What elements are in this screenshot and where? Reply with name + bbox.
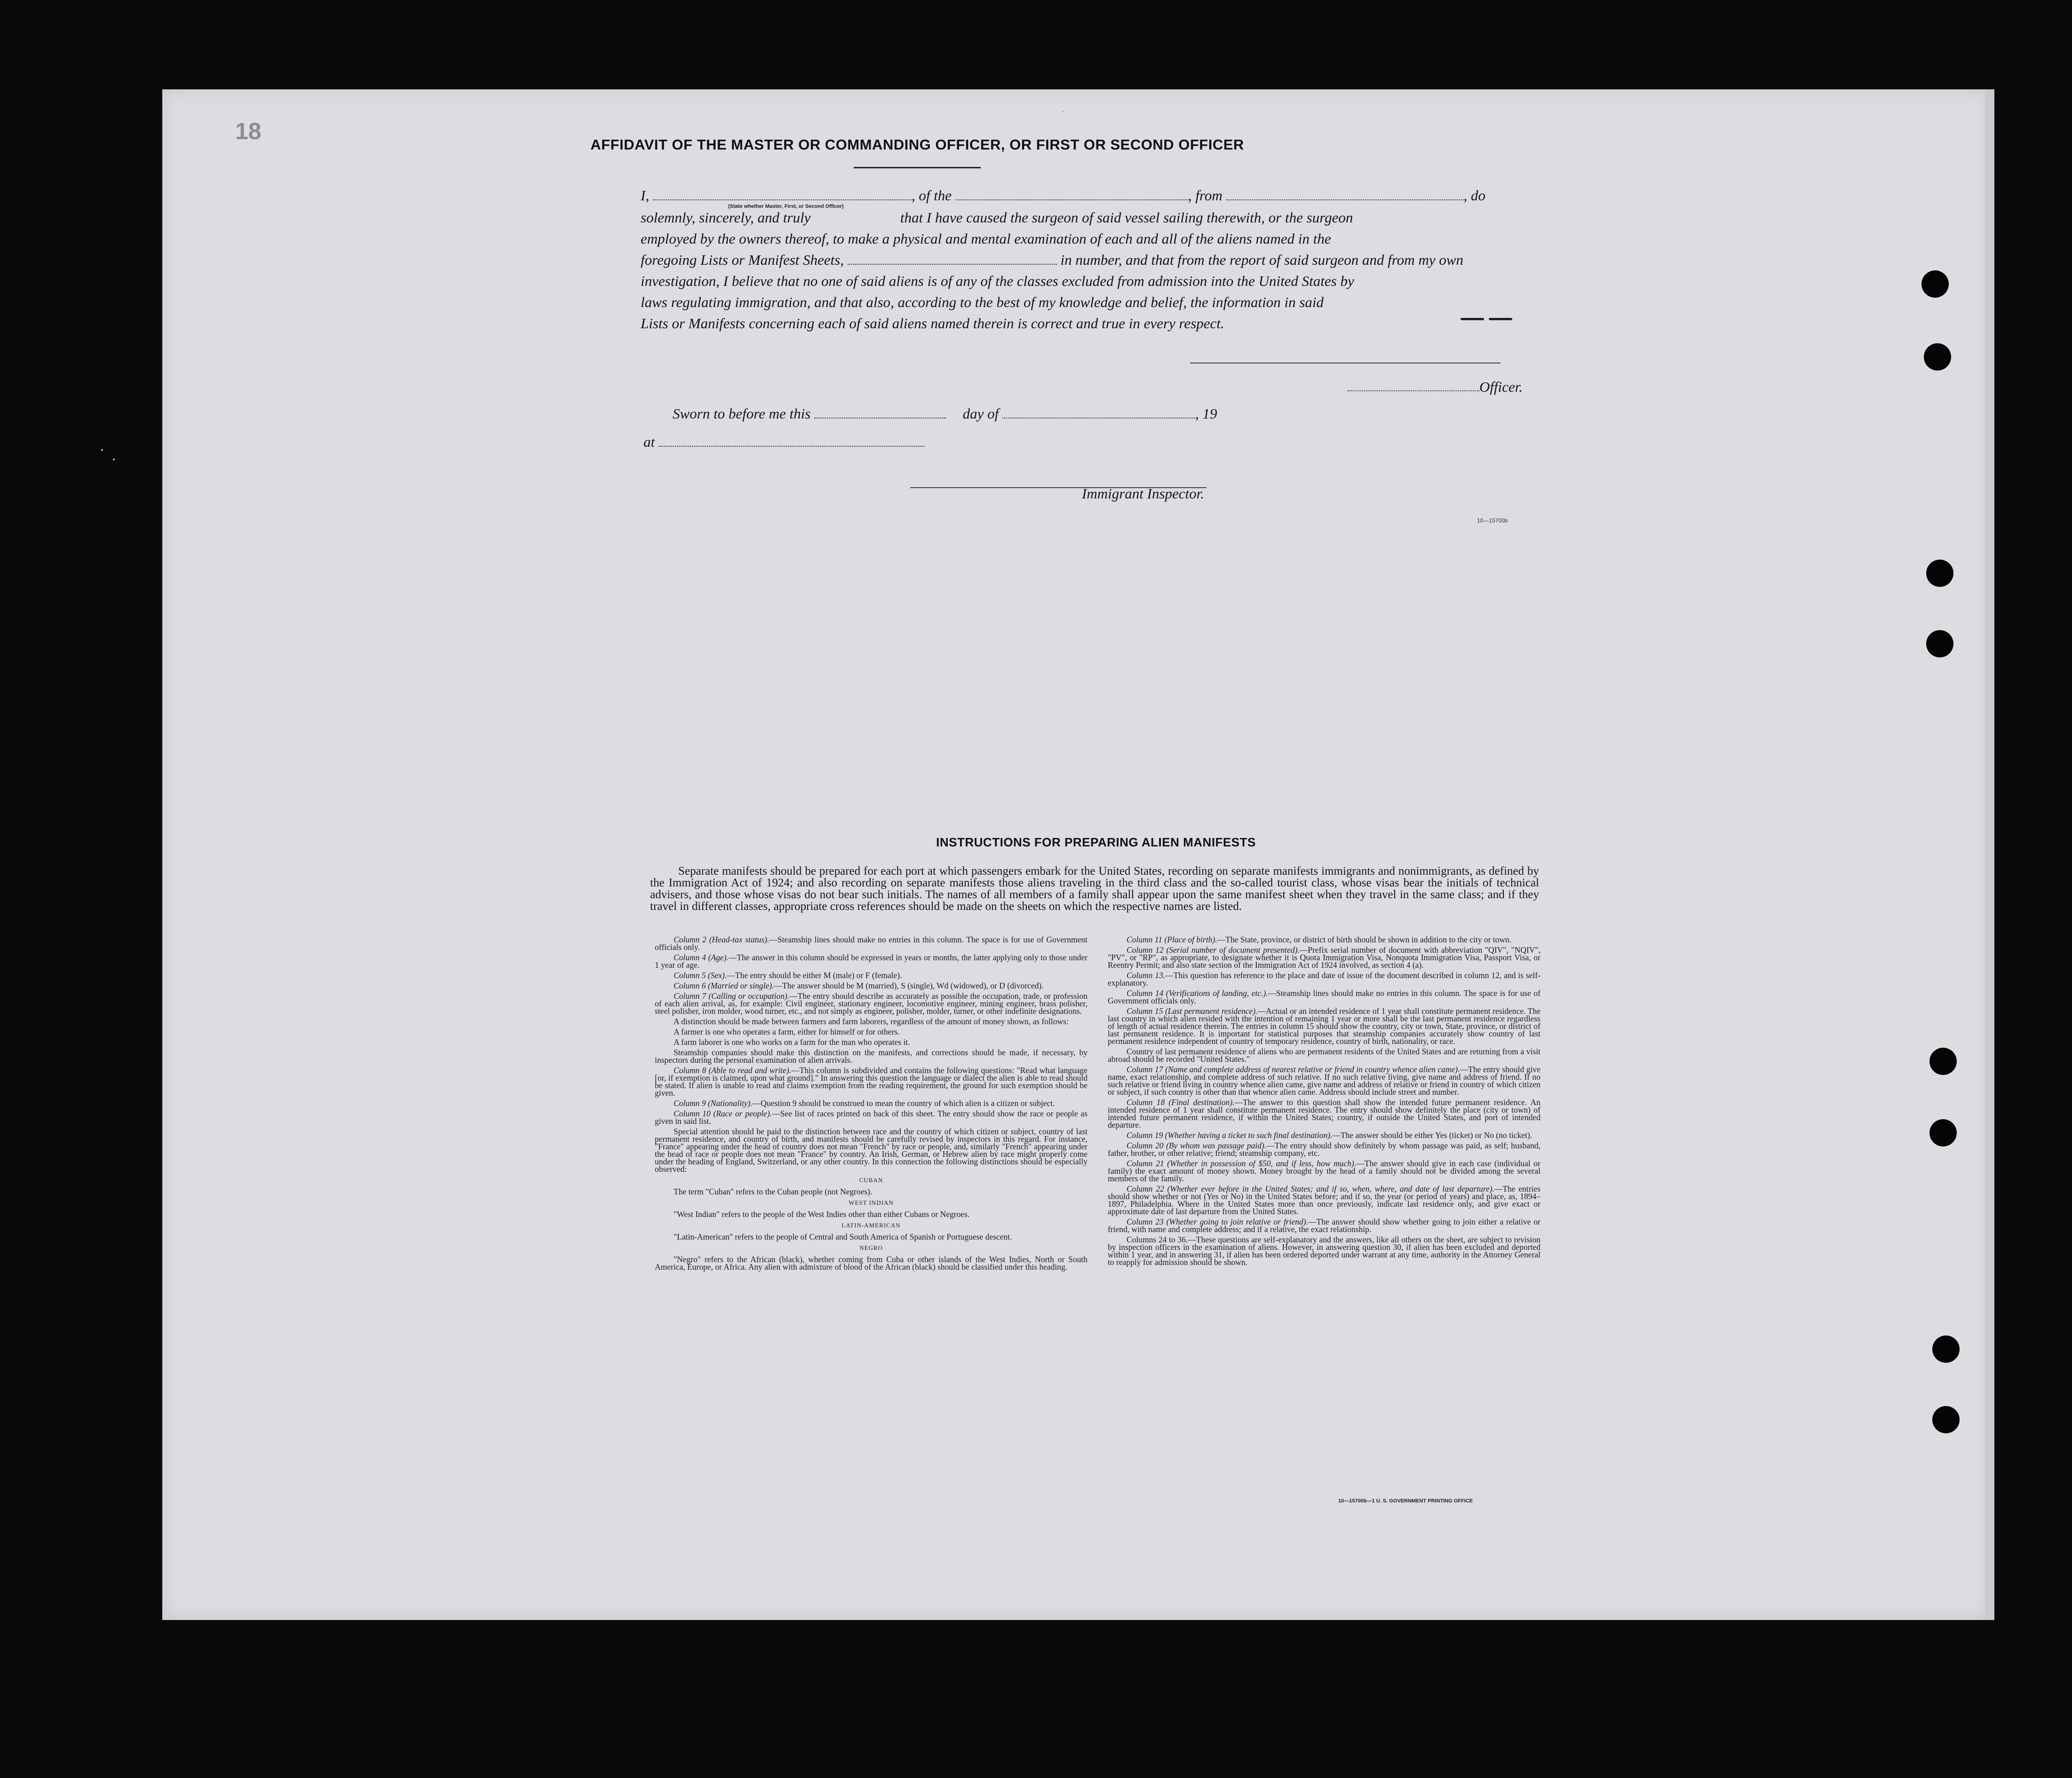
affidavit-line-1 [641, 187, 1534, 204]
affidavit-text: , of the [911, 187, 952, 204]
affidavit-line-7: Lists or Manifests concerning each of said aliens named therein is correct and true in every respect. [641, 315, 1224, 332]
instruction-paragraph [1108, 1236, 1540, 1266]
month-blank[interactable] [1002, 407, 1195, 419]
at-line [643, 434, 924, 450]
punch-hole [1924, 343, 1951, 371]
affidavit-line-5: investigation, I believe that no one of said aliens is of any of the classes excluded from admission into the United States by [641, 273, 1354, 289]
day-blank[interactable] [814, 407, 946, 419]
title-rule [854, 167, 981, 168]
handwritten-mark [1461, 314, 1517, 319]
instruction-paragraph [655, 1256, 1088, 1271]
instruction-paragraph [1108, 1098, 1540, 1129]
instruction-text: —The answer to this question shall show the intended future permanent residence. An intended residence of 1 year shall constitute permanent residence. The entry should show definitely the place (city or town) of intended future permanent residence, if within the United States; country, if outside the United States, and port of intended departure. [1108, 1098, 1540, 1130]
instruction-label: Column 8 (Able to read and write). [674, 1066, 792, 1075]
instruction-text: —The answer should be either Yes (ticket) or No (no ticket). [1332, 1130, 1532, 1140]
instruction-paragraph [1108, 1066, 1540, 1096]
instruction-text: —The answer should be M (married), S (single), Wd (widowed), or D (divorced). [774, 981, 1044, 990]
instruction-label: Column 21 (Whether in possession of $50, and if less, how much). [1127, 1159, 1357, 1168]
affidavit-line-4 [641, 252, 1534, 269]
affidavit-text: solemnly, sincerely, and truly [641, 209, 811, 226]
officer-rank-line[interactable] [1348, 390, 1479, 391]
instruction-label: Column 22 (Whether ever before in the United States; and if so, when, where, and date of last departure). [1127, 1184, 1494, 1193]
instruction-paragraph [655, 1128, 1088, 1173]
instruction-text: A distinction should be made between farmers and farm laborers, regardless of the amount of money shown, as follows: [674, 1017, 1069, 1026]
instruction-paragraph [655, 1233, 1088, 1241]
instruction-text: —Steamship lines should make no entries in this column. The space is for use of Government officials only. [1108, 988, 1540, 1005]
sworn-text: day of [962, 405, 999, 422]
sheet-edge [1985, 89, 1994, 1620]
instruction-label: Column 7 (Calling or occupation). [674, 991, 790, 1001]
instruction-text: —The entry should show definitely by whom passage was paid, as self; husband, father, brother, or other relative; friend; steamship company, etc. [1108, 1141, 1540, 1158]
instruction-text: —Actual or an intended residence of 1 year shall constitute permanent residence. The last country in which alien resided with the intention of remaining 1 year or more shall be the last permanent residence regardless of length of actual residence therein. The entries in column 15 should show the country, city or town, State, province, or district of last permanent residence. It is important for statistical purposes that steamship companies accurately show country of last permanent residence independent of country of temporary residence, country of birth, nationality, or race. [1108, 1006, 1541, 1046]
instruction-text: —This question has reference to the place and date of issue of the document described in column 12, and is self-explanatory. [1108, 971, 1540, 988]
affidavit-text: foregoing Lists or Manifest Sheets, [641, 252, 844, 268]
instructions-right-column [1108, 936, 1540, 1269]
affidavit-text: in number, and that from the report of said surgeon and from my own [1060, 252, 1464, 268]
instructions-left-column [655, 936, 1088, 1273]
instruction-text: —Question 9 should be construed to mean the country of which alien is a citizen or subject. [752, 1098, 1055, 1108]
instruction-text: —The answer should show whether going to join either a relative or friend, with name and complete address; and if a relative, the exact relationship. [1108, 1217, 1540, 1234]
punch-hole [1921, 270, 1949, 298]
instruction-text: "Latin-American" refers to the people of Central and South America of Spanish or Portuguese descent. [674, 1232, 1012, 1241]
at-label: at [643, 434, 655, 450]
instruction-paragraph [655, 1038, 1088, 1046]
instruction-label: Column 2 (Head-tax status). [674, 935, 770, 944]
instruction-text: Special attention should be paid to the distinction between race and the country of which citizen or subject, country of last permanent residence, and country of birth, and manifests should be carefully revised by inspectors in this regard. For instance, "France" appearing under the head of country does not mean "French" by race or people, and, similarly "French" appearing under the head of race or people does not mean "France" by country. An Irish, German, or Hebrew alien by race might properly come under the heading of England, Switzerland, or any other country. In this connection the following distinctions should be especially observed: [655, 1127, 1088, 1174]
instruction-paragraph [1108, 989, 1540, 1004]
instruction-label: Column 9 (Nationality). [674, 1098, 753, 1108]
instruction-paragraph [655, 972, 1088, 979]
instruction-paragraph [655, 1018, 1088, 1025]
instruction-label: Column 18 (Final destination). [1127, 1098, 1235, 1107]
punch-hole [1929, 1119, 1957, 1146]
instruction-paragraph [655, 1188, 1088, 1195]
instruction-text: —The entry should be either M (male) or F (female). [727, 971, 902, 980]
instruction-text: "Negro" refers to the African (black), whether coming from Cuba or other islands of the West Indies, North or South America, Europe, or Africa. Any alien with admixture of blood of the African (black) should be classified under this heading. [655, 1255, 1088, 1272]
speck [1062, 111, 1064, 112]
instruction-paragraph [655, 1067, 1088, 1097]
instruction-paragraph [1108, 1142, 1540, 1157]
instruction-text: A farm laborer is one who works on a farm for the man who operates it. [674, 1037, 910, 1047]
instruction-text: —The entries should show whether or not (Yes or No) in the United States before; and if so, the year (or period of years) and place, as, 1894–1897, Philadelphia. Where in the United States more than once previously, indicate last residence only, and give exact or approximate date of last departure from the United States. [1108, 1184, 1540, 1216]
punch-hole [1932, 1335, 1960, 1363]
instruction-paragraph [1108, 1048, 1540, 1063]
instructions-title: INSTRUCTIONS FOR PREPARING ALIEN MANIFESTS [936, 835, 1256, 849]
instruction-label: Column 6 (Married or single). [674, 981, 774, 990]
instruction-text: —Prefix serial number of document with abbreviation "QIV", "NQIV", "PV", or "RP", as appropriate, to designate whether it is Quota Immigration Visa, Nonquota Immigration Visa, Passport Visa, or Reentry Permit; and also state section of the Immigration Act of 1924 involved, as section 4 (a). [1108, 945, 1540, 970]
instruction-paragraph [1108, 946, 1540, 969]
instruction-paragraph [655, 1049, 1088, 1064]
instruction-paragraph [655, 982, 1088, 989]
punch-hole [1926, 630, 1953, 657]
instruction-heading: WEST INDIAN [849, 1199, 894, 1206]
instruction-text: —Steamship lines should make no entries in this column. The space is for use of Government officials only. [655, 935, 1088, 952]
instruction-label: Column 11 (Place of birth). [1127, 935, 1217, 944]
affidavit-text: I, [641, 187, 650, 204]
affidavit-line-6: laws regulating immigration, and that also, according to the best of my knowledge and belief, the information in said [641, 294, 1324, 310]
instruction-paragraph [655, 1210, 1088, 1218]
speck [113, 458, 115, 460]
instruction-paragraph [655, 1099, 1088, 1107]
instruction-text: Columns 24 to 36.—These questions are self-explanatory and the answers, like all others on the sheet, are subject to revision by inspection officers in the examination of aliens. However, in answering question 30, if alien has been excluded and deported within 1 year, and in answering 31, if alien has been ordered deported under warrant at any time, authority in the Attorney General to reapply for admission should be shown. [1108, 1235, 1540, 1267]
affidavit-line-2 [641, 209, 1534, 226]
instruction-text: —The entry should describe as accurately as possible the occupation, trade, or profession of each alien arrival, as, for example: Civil engineer, stationary engineer, locomotive engineer, mining engineer, brass polisher, steel polisher, iron molder, wood turner, etc., and not simply as engineer, polisher, molder, turner, or other indefinite designations. [655, 991, 1088, 1016]
instruction-text: The term "Cuban" refers to the Cuban people (not Negroes). [674, 1187, 873, 1196]
sworn-line [673, 405, 1217, 422]
instruction-text: —The answer should give in each case (individual or family) the exact amount of money shown. Money brought by the head of a family should not be divided among the several members of the family. [1108, 1159, 1540, 1183]
affidavit-text: , do [1463, 187, 1485, 204]
instruction-label: Column 13. [1127, 971, 1166, 980]
count-blank[interactable] [848, 253, 1057, 265]
rank-note: (State whether Master, First, or Second Officer) [728, 204, 844, 209]
instruction-text: —This column is subdivided and contains the following questions: "Read what language [or, if exemption is claimed, upon what ground]." In answering this question the language or dialect the alien is able to read should be stated. If alien is unable to read and claims exemption from the reading requirement, the ground for such exemption should be given. [655, 1066, 1088, 1098]
instruction-text: Steamship companies should make this distinction on the manifests, and corrections should be made, if necessary, by inspectors during the personal examination of alien arrivals. [655, 1048, 1088, 1065]
form-number: 10—15700b [1477, 517, 1508, 524]
instruction-paragraph [1108, 972, 1540, 987]
instruction-paragraph [1108, 1007, 1540, 1045]
affidavit-text: , from [1188, 187, 1223, 204]
punch-hole [1926, 560, 1953, 587]
place-blank[interactable] [659, 435, 924, 447]
instruction-paragraph [655, 954, 1088, 969]
inspector-label: Immigrant Inspector. [1082, 485, 1205, 502]
instruction-label: Column 14 (Verifications of landing, etc.). [1127, 988, 1268, 998]
instruction-label: Column 17 (Name and complete address of nearest relative or friend in country whence alien came). [1127, 1065, 1460, 1074]
officer-label: Officer. [1479, 379, 1523, 395]
instruction-text: A farmer is one who operates a farm, either for himself or for others. [674, 1027, 900, 1036]
vessel-blank[interactable] [955, 189, 1188, 200]
instruction-paragraph [1108, 1160, 1540, 1182]
instruction-label: Column 23 (Whether going to join relative or friend). [1127, 1217, 1308, 1226]
sworn-text: Sworn to before me this [673, 405, 811, 422]
instruction-text: —See list of races printed on back of this sheet. The entry should show the race or people as given in said list. [655, 1109, 1088, 1126]
affidavit-line-3: employed by the owners thereof, to make a physical and mental examination of each and all of the aliens named in the [641, 230, 1331, 247]
instruction-text: Country of last permanent residence of aliens who are permanent residents of the United States and are returning from a visit abroad should be recorded "United States." [1108, 1047, 1540, 1064]
instruction-label: Column 20 (By whom was passage paid). [1127, 1141, 1267, 1150]
instruction-paragraph [1108, 1131, 1540, 1139]
instruction-paragraph [655, 936, 1088, 951]
instruction-paragraph [655, 1110, 1088, 1125]
margin-mark: 18 [235, 118, 262, 144]
punch-hole [1929, 1048, 1957, 1075]
instruction-paragraph [1108, 1218, 1540, 1233]
instruction-text: "West Indian" refers to the people of the West Indies other than either Cubans or Negroes. [674, 1209, 970, 1219]
instruction-label: Column 10 (Race or people). [674, 1109, 772, 1118]
instruction-text: —The answer in this column should be expressed in years or months, the latter applying only to those under 1 year of age. [655, 953, 1088, 970]
instruction-label: Column 12 (Serial number of document presented). [1127, 945, 1300, 955]
name-blank[interactable] [653, 189, 912, 200]
instruction-label: Column 5 (Sex). [674, 971, 727, 980]
port-blank[interactable] [1226, 189, 1464, 200]
instruction-label: Column 19 (Whether having a ticket to such final destination). [1127, 1130, 1333, 1140]
instruction-heading: CUBAN [859, 1177, 883, 1184]
instruction-paragraph [655, 992, 1088, 1015]
instruction-text: —The entry should give name, exact relationship, and complete address of such relative. If no such relative living, give name and address of friend. If no such relative or friend living in country whence alien came, give name and address of relative or friend in country of which citizen or subject, if such country is other than that whence alien came. Address should include street and number. [1108, 1065, 1540, 1097]
affidavit-text: that I have caused the surgeon of said vessel sailing therewith, or the surgeon [900, 209, 1353, 226]
punch-hole [1932, 1406, 1960, 1433]
printing-office-footer: 10—15700b—1 U. S. GOVERNMENT PRINTING OFFICE [1338, 1498, 1473, 1504]
instruction-label: Column 15 (Last permanent residence). [1127, 1006, 1258, 1016]
instruction-heading: NEGRO [859, 1244, 883, 1251]
instruction-paragraph [1108, 1185, 1540, 1215]
instructions-intro: Separate manifests should be prepared for each port at which passengers embark for the United States, recording on separate manifests immigrants and nonimmigrants, as defined by the Immigration Act of 1924; and also recording on separate manifests those aliens traveling in the third class and the so-called tourist class, whose visas bear the initials of technical advisers, and those whose visas do not bear such initials. The names of all members of a family shall appear upon the same manifest sheet when they travel in the same class; and if they travel in different classes, appropriate cross references should be made on the sheets on which the respective names are listed. [650, 865, 1539, 913]
affidavit-gap [814, 212, 897, 222]
sworn-text: , 19 [1195, 405, 1217, 422]
instruction-label: Column 4 (Age). [674, 953, 729, 962]
instruction-heading: LATIN-AMERICAN [842, 1222, 901, 1229]
instruction-text: —The State, province, or district of birth should be shown in addition to the city or town. [1217, 935, 1512, 944]
officer-signature-line[interactable] [1190, 363, 1500, 364]
speck [101, 449, 103, 451]
instruction-paragraph [655, 1028, 1088, 1035]
affidavit-title: AFFIDAVIT OF THE MASTER OR COMMANDING OFFICER, OR FIRST OR SECOND OFFICER [590, 136, 1244, 153]
instruction-paragraph [1108, 936, 1540, 943]
